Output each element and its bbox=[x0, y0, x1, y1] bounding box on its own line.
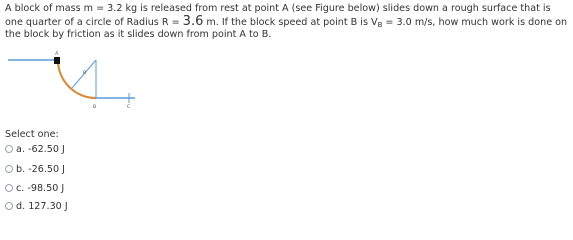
answer-option-d[interactable] bbox=[5, 199, 68, 213]
label-c: C bbox=[127, 105, 131, 110]
radio-button-b[interactable] bbox=[5, 165, 13, 173]
question-part-2: m. If the block speed at point B is V bbox=[203, 16, 378, 28]
option-c-text: -98.50 J bbox=[27, 182, 65, 194]
question-text bbox=[5, 3, 570, 42]
radio-button-c[interactable] bbox=[5, 184, 13, 192]
question-part-3: = 3.0 m/s, how much work is done on the block by friction as it slides down from point A to B. bbox=[5, 16, 568, 40]
label-r: R bbox=[83, 71, 87, 76]
option-b-letter: b. bbox=[16, 163, 26, 175]
radio-button-a[interactable] bbox=[5, 145, 13, 153]
quarter-circle-arc bbox=[58, 60, 96, 98]
select-one-label: Select one: bbox=[5, 129, 59, 140]
radius-value: 3.6 bbox=[182, 13, 204, 29]
option-d-letter: d. bbox=[16, 200, 26, 212]
block bbox=[54, 57, 60, 64]
answer-option-a[interactable] bbox=[5, 142, 65, 156]
answer-option-b[interactable] bbox=[5, 162, 65, 176]
option-a-text: -62.50 J bbox=[28, 143, 65, 155]
option-a-letter: a. bbox=[16, 143, 25, 155]
question-part-1: A block of mass m = 3.2 kg is released from rest at point A (see Figure below) slides down a rough surface that is one quarter of a circle of Radius R = bbox=[5, 3, 551, 28]
label-b: B bbox=[93, 105, 97, 110]
option-c-letter: c. bbox=[16, 182, 25, 194]
radio-button-d[interactable] bbox=[5, 202, 13, 210]
label-a: A bbox=[55, 51, 59, 57]
answer-option-c[interactable] bbox=[5, 181, 64, 195]
quarter-circle-figure bbox=[0, 50, 150, 122]
option-d-text: 127.30 J bbox=[28, 200, 68, 212]
speed-subscript: B bbox=[377, 20, 383, 29]
option-b-text: -26.50 J bbox=[28, 163, 66, 175]
